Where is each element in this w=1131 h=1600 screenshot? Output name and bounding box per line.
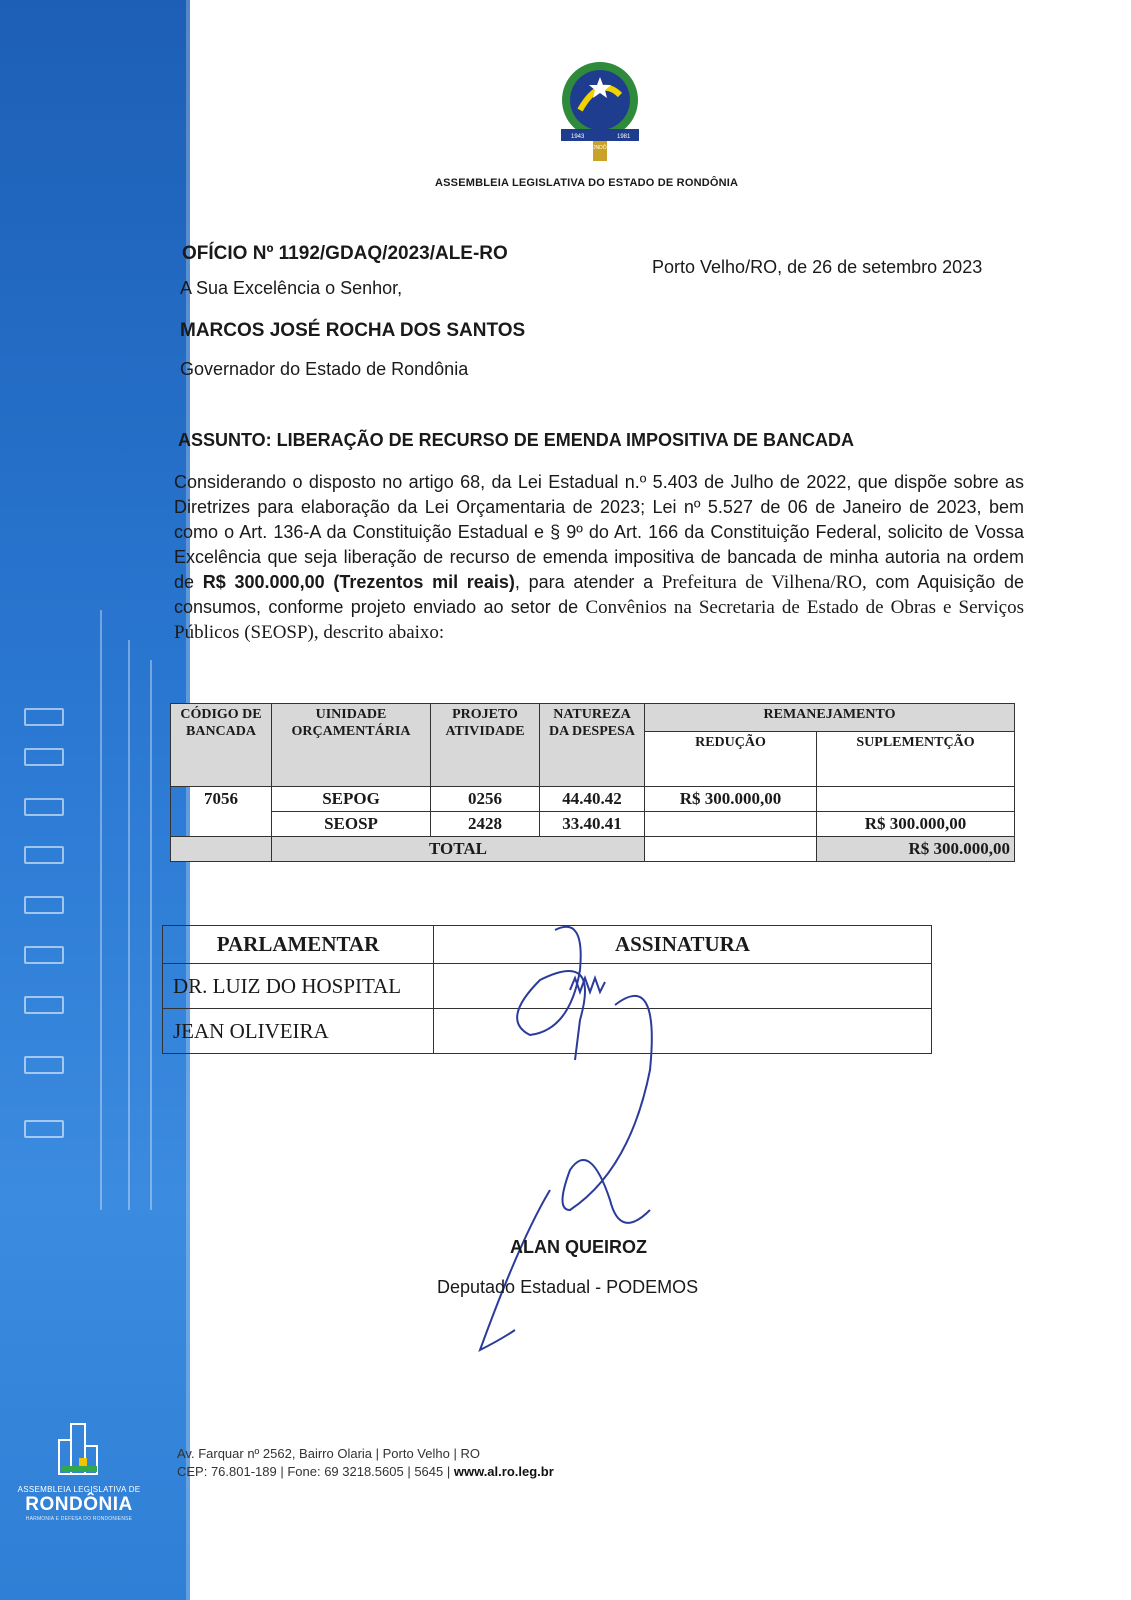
col-remanejamento: REMANEJAMENTO — [645, 704, 1015, 732]
cell-projeto: 0256 — [431, 787, 540, 812]
body-part5: Convênios na Secretaria de Estado de Obras e Serviços Públicos (SEOSP), descrito abaixo: — [174, 597, 1024, 643]
body-part4: com Aquisição de consumos, conforme projeto enviado ao setor de — [174, 572, 1025, 617]
crest-year-left: 1943 — [571, 134, 585, 140]
budget-table — [170, 703, 1015, 862]
letter-body — [174, 470, 1024, 645]
crest-year-right: 1981 — [617, 134, 631, 140]
cell-unidade: SEPOG — [272, 787, 431, 812]
col-assinatura: ASSINATURA — [434, 926, 932, 964]
table-row — [163, 964, 932, 1009]
table-row — [171, 812, 1015, 837]
logo-line1: ASSEMBLEIA LEGISLATIVA DE — [17, 1485, 141, 1494]
total-value: R$ 300.000,00 — [817, 837, 1015, 862]
assembly-logo — [14, 1420, 144, 1522]
crest-ribbon: RONDÔNIA — [588, 145, 615, 151]
cell-suplementacao — [817, 787, 1015, 812]
building-logo-icon — [49, 1420, 109, 1480]
sidebar-band — [0, 0, 190, 1600]
parlamentar-name: DR. LUIZ DO HOSPITAL — [163, 964, 434, 1009]
col-natureza: NATUREZA DA DESPESA — [540, 704, 645, 787]
col-codigo: CÓDIGO DE BANCADA — [171, 704, 272, 787]
table-row — [163, 1009, 932, 1054]
col-parlamentar: PARLAMENTAR — [163, 926, 434, 964]
footer-line2: CEP: 76.801-189 | Fone: 69 3218.5605 | 5645 | — [177, 1464, 454, 1479]
subject-line: ASSUNTO: LIBERAÇÃO DE RECURSO DE EMENDA IMPOSITIVA DE BANCADA — [178, 430, 855, 450]
total-label: TOTAL — [272, 837, 645, 862]
cell-unidade: SEOSP — [272, 812, 431, 837]
parlamentar-name: JEAN OLIVEIRA — [163, 1009, 434, 1054]
footer-website[interactable]: www.al.ro.leg.br — [453, 1464, 554, 1479]
cell-natureza: 44.40.42 — [540, 787, 645, 812]
table-row — [171, 787, 1015, 812]
col-suplementacao: SUPLEMENTÇÃO — [817, 732, 1015, 787]
col-unidade: UINIDADE ORÇAMENTÁRIA — [272, 704, 431, 787]
institution-header: ASSEMBLEIA LEGISLATIVA DO ESTADO DE RONDÔNIA — [435, 177, 739, 189]
recipient-name: MARCOS JOSÉ ROCHA DOS SANTOS — [180, 320, 526, 341]
state-crest — [555, 55, 645, 175]
salutation: A Sua Excelência o Senhor, — [180, 278, 403, 298]
signer-role: Deputado Estadual - PODEMOS — [437, 1277, 699, 1297]
cell-projeto: 2428 — [431, 812, 540, 837]
footer-line1: Av. Farquar nº 2562, Bairro Olaria | Porto Velho | RO — [177, 1446, 480, 1461]
oficio-number: OFÍCIO Nº 1192/GDAQ/2023/ALE-RO — [182, 243, 508, 264]
footer-address — [177, 1445, 554, 1481]
coat-of-arms-icon — [555, 55, 645, 170]
body-part3: Prefeitura de Vilhena/RO, — [661, 572, 867, 593]
col-reducao: REDUÇÃO — [645, 732, 817, 787]
cell-suplementacao: R$ 300.000,00 — [817, 812, 1015, 837]
col-projeto: PROJETO ATIVIDADE — [431, 704, 540, 787]
signer-name: ALAN QUEIROZ — [510, 1237, 647, 1257]
body-part1: Considerando o disposto no artigo 68, da Lei Estadual n.º 5.403 de Julho de 2022, que dispõe sobre as Diretrizes para elaboração da Lei Orçamentaria de 2023; Lei nº 5.527 de 06 de Janeiro de 2023, bem como o Art. 136-A da Constituição Estadual e § 9º do Art. 166 da Constituição Federal, solicito de Vossa Excelência que seja liberação de recurso de emenda impositiva de bancada de minha autoria na ordem de — [174, 472, 1024, 592]
total-row — [171, 837, 1015, 862]
body-part2: , para atender a — [514, 572, 662, 592]
signature-cell — [434, 964, 932, 1009]
letter-date: Porto Velho/RO, de 26 de setembro 2023 — [652, 257, 983, 277]
logo-tagline: HARMONIA E DEFESA DO RONDONIENSE — [25, 1516, 133, 1522]
logo-name: RONDÔNIA — [25, 1494, 133, 1515]
building-illustration — [0, 600, 190, 1220]
cell-reducao: R$ 300.000,00 — [645, 787, 817, 812]
cell-codigo: 7056 — [171, 787, 272, 837]
body-amount: R$ 300.000,00 (Trezentos mil reais) — [202, 572, 515, 592]
cell-reducao — [645, 812, 817, 837]
signature-cell — [434, 1009, 932, 1054]
recipient-title: Governador do Estado de Rondônia — [180, 359, 469, 379]
signature-table — [162, 925, 932, 1054]
cell-natureza: 33.40.41 — [540, 812, 645, 837]
